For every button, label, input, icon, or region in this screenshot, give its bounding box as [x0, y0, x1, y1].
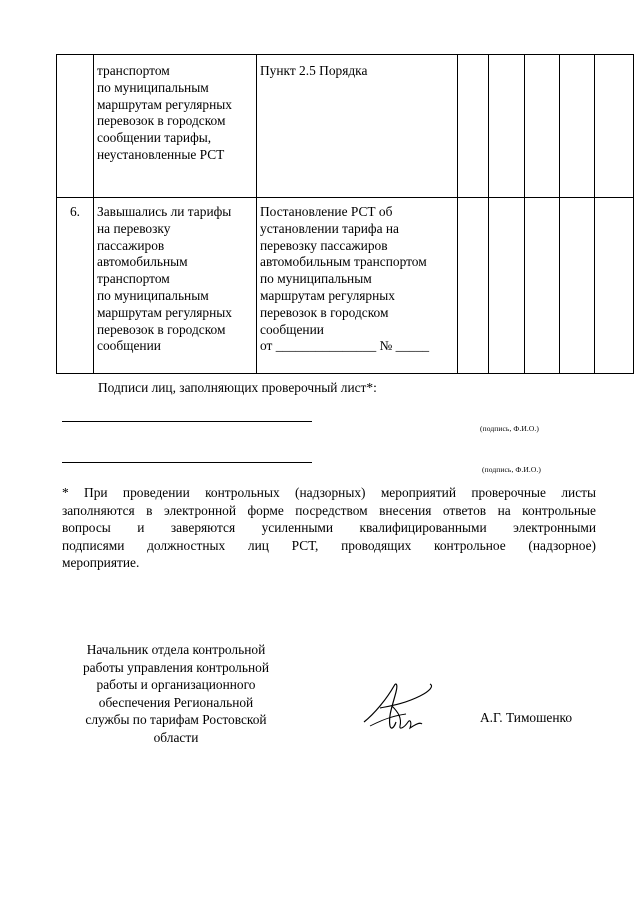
reference-cell — [257, 55, 458, 198]
question-line: перевозок в городском — [97, 113, 226, 129]
answer-cell[interactable] — [489, 198, 525, 374]
signature-caption-2: (подпись, Ф.И.О.) — [482, 465, 541, 474]
footnote-line: мероприятие. — [62, 555, 140, 570]
reference-line: Пункт 2.5 Порядка — [260, 63, 368, 78]
signature-caption-1: (подпись, Ф.И.О.) — [480, 424, 539, 433]
reference-line: автомобильным транспортом — [260, 254, 427, 270]
footnote — [62, 484, 596, 572]
row-number-cell: 6. — [57, 198, 94, 374]
answer-cell[interactable] — [489, 55, 525, 198]
signer-name: А.Г. Тимошенко — [480, 710, 573, 725]
footnote-line: * При проведении контрольных (надзорных) мероприятий проверочные листы — [62, 485, 596, 500]
row-number-cell — [57, 55, 94, 198]
question-line: транспортом — [97, 271, 170, 287]
answer-cell[interactable] — [560, 55, 595, 198]
answer-cell[interactable] — [525, 55, 560, 198]
position-line: работы управления контрольной — [82, 659, 269, 675]
reference-cell — [257, 198, 458, 374]
table-row — [57, 55, 634, 198]
question-line: неустановленные РСТ — [97, 146, 225, 162]
answer-cell[interactable] — [458, 198, 489, 374]
signature-line-1[interactable] — [62, 421, 312, 422]
question-cell — [94, 55, 257, 198]
reference-line: перевозок в городском — [260, 304, 389, 320]
question-line: маршрутам регулярных — [97, 304, 232, 320]
reference-line: перевозку пассажиров — [260, 237, 388, 253]
footnote-line: вопросы и заверяются усиленными квалифицированными электронными — [62, 520, 596, 535]
question-cell — [94, 198, 257, 374]
reference-line: маршрутам регулярных — [260, 287, 395, 303]
answer-cell[interactable] — [595, 198, 634, 374]
question-line: транспортом — [97, 63, 170, 78]
question-line: на перевозку — [97, 220, 171, 236]
question-line: перевозок в городском — [97, 321, 226, 337]
answer-cell[interactable] — [525, 198, 560, 374]
position-line: Начальник отдела контрольной — [86, 642, 266, 657]
reference-line: Постановление РСТ об — [260, 204, 393, 219]
position-line: области — [153, 729, 199, 745]
footnote-line: заполняются в электронной форме посредством внесения ответов на контрольные — [62, 502, 596, 518]
footnote-line: подписями должностных лиц РСТ, проводящих контрольное (надзорное) — [62, 537, 596, 553]
reference-line: по муниципальным — [260, 271, 372, 287]
question-line: по муниципальным — [97, 79, 209, 95]
reference-line: сообщении — [260, 321, 324, 337]
reference-line: от _______________ № _____ — [260, 338, 430, 354]
question-line: по муниципальным — [97, 287, 209, 303]
question-line: Завышались ли тарифы — [97, 204, 232, 219]
position-line: работы и организационного — [96, 677, 256, 692]
checklist-table — [56, 54, 634, 374]
question-line: сообщении — [97, 338, 161, 354]
question-line: автомобильным — [97, 254, 188, 270]
official-position — [56, 641, 296, 746]
reference-line: установлении тарифа на — [260, 220, 399, 236]
position-line: службы по тарифам Ростовской — [85, 712, 267, 727]
answer-cell[interactable] — [458, 55, 489, 198]
answer-cell[interactable] — [560, 198, 595, 374]
handwritten-signature — [360, 676, 436, 736]
question-line: маршрутам регулярных — [97, 96, 232, 112]
signatures-title: Подписи лиц, заполняющих проверочный лист*: — [98, 380, 377, 395]
position-line: обеспечения Региональной — [98, 694, 254, 710]
answer-cell[interactable] — [595, 55, 634, 198]
table-row — [57, 198, 634, 374]
question-line: пассажиров — [97, 237, 165, 253]
question-line: сообщении тарифы, — [97, 130, 212, 146]
signature-line-2[interactable] — [62, 462, 312, 463]
